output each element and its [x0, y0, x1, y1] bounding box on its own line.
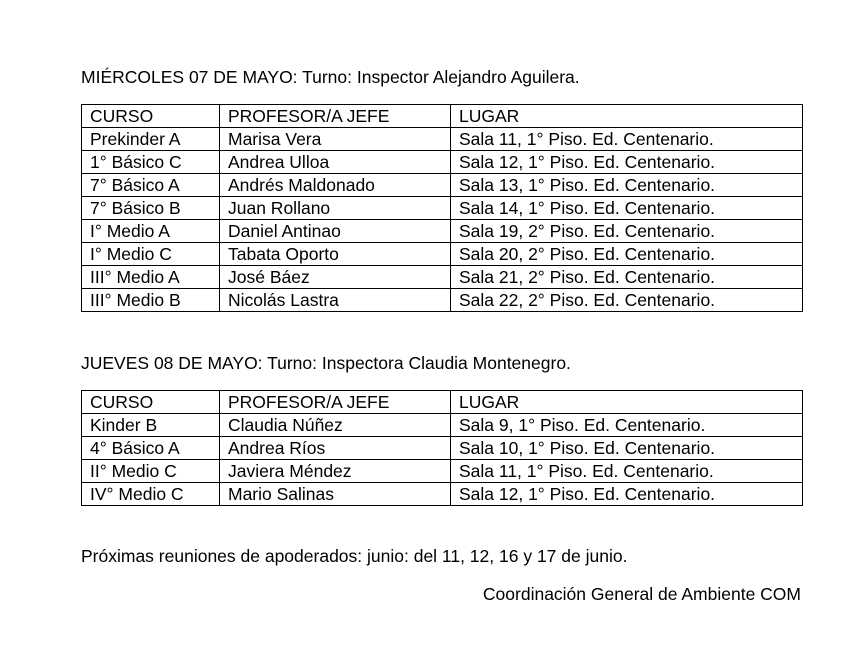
table-row: [82, 437, 803, 460]
cell-curso: 7° Básico A: [82, 174, 220, 197]
cell-profesor: Andrea Ríos: [220, 437, 451, 460]
cell-curso: Prekinder A: [82, 128, 220, 151]
cell-curso: I° Medio C: [82, 243, 220, 266]
header-profesor: PROFESOR/A JEFE: [220, 105, 451, 128]
schedule-2-heading: JUEVES 08 DE MAYO: Turno: Inspectora Claudia Montenegro.: [81, 353, 571, 373]
cell-profesor: José Báez: [220, 266, 451, 289]
schedule-2-table: [81, 390, 803, 506]
table-header-row: [82, 391, 803, 414]
header-lugar: LUGAR: [451, 391, 803, 414]
cell-curso: IV° Medio C: [82, 483, 220, 506]
cell-curso: III° Medio B: [82, 289, 220, 312]
cell-curso: II° Medio C: [82, 460, 220, 483]
header-profesor: PROFESOR/A JEFE: [220, 391, 451, 414]
cell-profesor: Juan Rollano: [220, 197, 451, 220]
header-curso: CURSO: [82, 391, 220, 414]
table-row: [82, 243, 803, 266]
cell-lugar: Sala 12, 1° Piso. Ed. Centenario.: [451, 151, 803, 174]
table-row: [82, 220, 803, 243]
cell-lugar: Sala 12, 1° Piso. Ed. Centenario.: [451, 483, 803, 506]
schedule-1-table: [81, 104, 803, 312]
table-row: [82, 414, 803, 437]
cell-profesor: Tabata Oporto: [220, 243, 451, 266]
cell-lugar: Sala 22, 2° Piso. Ed. Centenario.: [451, 289, 803, 312]
cell-curso: 7° Básico B: [82, 197, 220, 220]
cell-lugar: Sala 11, 1° Piso. Ed. Centenario.: [451, 460, 803, 483]
cell-lugar: Sala 10, 1° Piso. Ed. Centenario.: [451, 437, 803, 460]
cell-profesor: Javiera Méndez: [220, 460, 451, 483]
cell-profesor: Claudia Núñez: [220, 414, 451, 437]
table-header-row: [82, 105, 803, 128]
cell-lugar: Sala 19, 2° Piso. Ed. Centenario.: [451, 220, 803, 243]
cell-profesor: Andrea Ulloa: [220, 151, 451, 174]
cell-curso: 1° Básico C: [82, 151, 220, 174]
header-curso: CURSO: [82, 105, 220, 128]
cell-profesor: Daniel Antinao: [220, 220, 451, 243]
header-lugar: LUGAR: [451, 105, 803, 128]
next-meetings-note: Próximas reuniones de apoderados: junio: del 11, 12, 16 y 17 de junio.: [81, 546, 628, 566]
cell-curso: 4° Básico A: [82, 437, 220, 460]
schedule-1-heading: MIÉRCOLES 07 DE MAYO: Turno: Inspector Alejandro Aguilera.: [81, 67, 580, 87]
cell-profesor: Mario Salinas: [220, 483, 451, 506]
table-row: [82, 483, 803, 506]
cell-lugar: Sala 11, 1° Piso. Ed. Centenario.: [451, 128, 803, 151]
cell-profesor: Nicolás Lastra: [220, 289, 451, 312]
cell-lugar: Sala 20, 2° Piso. Ed. Centenario.: [451, 243, 803, 266]
cell-lugar: Sala 21, 2° Piso. Ed. Centenario.: [451, 266, 803, 289]
signature-line: Coordinación General de Ambiente COM: [482, 584, 801, 604]
cell-lugar: Sala 13, 1° Piso. Ed. Centenario.: [451, 174, 803, 197]
table-row: [82, 460, 803, 483]
cell-curso: Kinder B: [82, 414, 220, 437]
table-row: [82, 174, 803, 197]
table-row: [82, 289, 803, 312]
table-row: [82, 197, 803, 220]
cell-curso: I° Medio A: [82, 220, 220, 243]
cell-profesor: Andrés Maldonado: [220, 174, 451, 197]
table-row: [82, 266, 803, 289]
cell-curso: III° Medio A: [82, 266, 220, 289]
table-row: [82, 151, 803, 174]
cell-lugar: Sala 9, 1° Piso. Ed. Centenario.: [451, 414, 803, 437]
table-row: [82, 128, 803, 151]
cell-profesor: Marisa Vera: [220, 128, 451, 151]
cell-lugar: Sala 14, 1° Piso. Ed. Centenario.: [451, 197, 803, 220]
